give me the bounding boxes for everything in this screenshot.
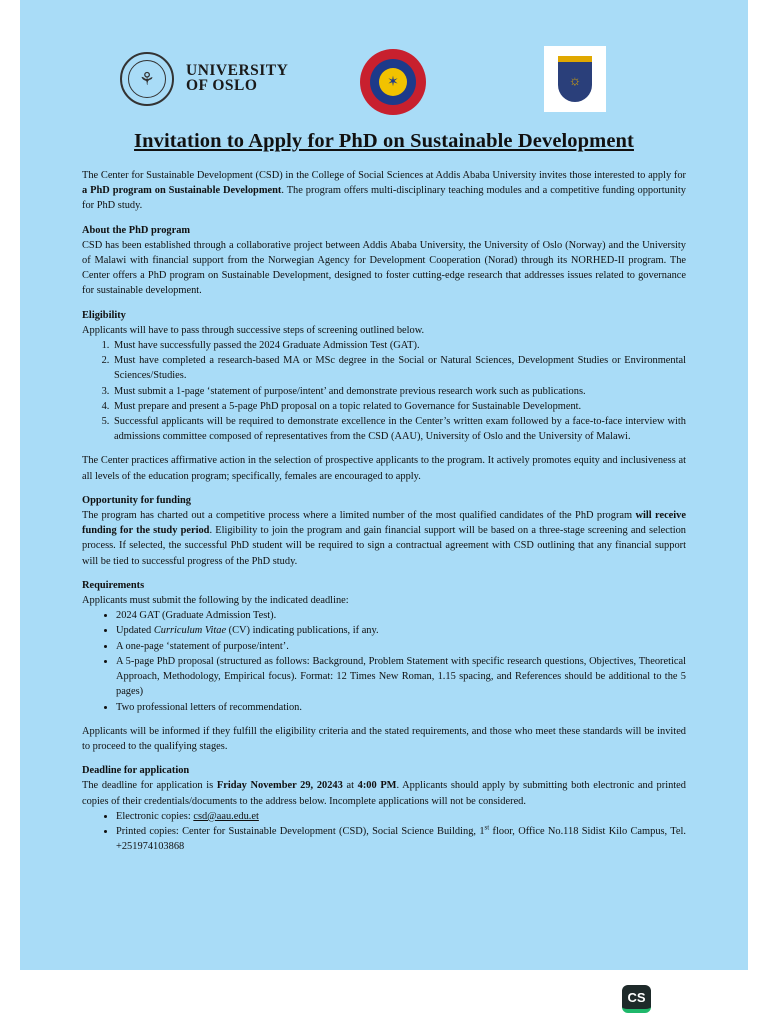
submission-list [82, 809, 686, 855]
qualification-note: Applicants will be informed if they fulfill the eligibility criteria and the stated requirements, and those who meet these standards will be invited to proceed to the qualifying stages. [82, 725, 686, 752]
list-item: 5. Successful applicants will be required to demonstrate excellence in the Center’s written exam followed by a face-to-face interview with admissions committee composed of representatives from the CSD (AAU), University of Oslo and the University of Malawi. [112, 414, 686, 444]
requirements-section [82, 578, 686, 715]
list-item: • A 5-page PhD proposal (structured as follows: Background, Problem Statement with specific research questions, Objectives, Theoretical Approach, Methodology, Empirical focus). Format: 12 Times New Roman, 1.15 spacing, and References should be additional to the 5 pages) [116, 654, 686, 700]
logo-bar [20, 46, 748, 116]
eligibility-list [82, 338, 686, 444]
camscanner-logo-icon: CS [622, 985, 651, 1013]
list-item: • A one-page ‘statement of purpose/intent’. [116, 639, 686, 654]
list-item: • Electronic copies: csd@aau.edu.et [116, 809, 686, 824]
requirements-list [82, 608, 686, 714]
funding-section [82, 493, 686, 569]
university-of-malawi-crest-icon [544, 46, 606, 112]
about-section [82, 223, 686, 299]
requirements-heading: Requirements [82, 579, 145, 591]
funding-heading: Opportunity for funding [82, 494, 191, 506]
list-item: 2. Must have completed a research-based MA or MSc degree in the Social or Natural Sciences, Development Studies or Environmental Sciences/Studies. [112, 353, 686, 383]
deadline-text: The deadline for application is Friday November 29, 20243 at 4:00 PM. Applicants should apply by submitting both electronic and printed copies of their credentials/documents to the address below. Incomplete applications will not be considered. [82, 780, 686, 807]
requirements-intro: Applicants must submit the following by the indicated deadline: [82, 595, 349, 607]
email-link[interactable]: csd@aau.edu.et [193, 810, 259, 822]
funding-text: The program has charted out a competitive process where a limited number of the most qualified candidates of the PhD program will receive funding for the study period. Eligibility to join the program and gain financial support will be based on a three-stage screening and selection process. If selected, the successful PhD student will be required to sign a contractual agreement with CSD outlining that any financial support will be tied to successful progress of the PhD study. [82, 510, 686, 567]
document-page [20, 0, 748, 970]
eligibility-section [82, 308, 686, 445]
page-title: Invitation to Apply for PhD on Sustainable Development [134, 130, 634, 152]
aau-seal-emblem-icon: ✶ [379, 68, 407, 96]
malawi-shield-icon: ☼ [558, 56, 592, 102]
deadline-section [82, 763, 686, 854]
list-item: 4. Must prepare and present a 5-page PhD proposal on a topic related to Governance for Sustainable Development. [112, 399, 686, 414]
list-item: 3. Must submit a 1-page ‘statement of purpose/intent’ and demonstrate previous research work such as publications. [112, 384, 686, 399]
addis-ababa-university-seal-icon [360, 49, 426, 115]
list-item: 1. Must have successfully passed the 2024 Graduate Admission Test (GAT). [112, 338, 686, 353]
affirmative-action-paragraph: The Center practices affirmative action in the selection of prospective applicants to the program. It actively promotes equity and inclusiveness at all levels of the education program; specifically, females are encouraged to apply. [82, 455, 686, 482]
deadline-heading: Deadline for application [82, 765, 190, 777]
list-item: • Updated Curriculum Vitae (CV) indicating publications, if any. [116, 623, 686, 638]
university-of-oslo-seal-icon [120, 52, 174, 106]
list-item: • Printed copies: Center for Sustainable Development (CSD), Social Science Building, 1st floor, Office No.118 Sidist Kilo Campus, Tel. +251974103868 [116, 824, 686, 854]
list-item: • 2024 GAT (Graduate Admission Test). [116, 608, 686, 623]
about-text: CSD has been established through a collaborative project between Addis Ababa University, the University of Oslo (Norway) and the University of Malawi with financial support from the Norwegian Agency for Development Cooperation (Norad) through its NORHED-II program. The Center offers a PhD program on Sustainable Development, designed to foster cutting-edge research that addresses issues related to governance for sustainable development. [82, 239, 686, 297]
university-of-oslo-wordmark: UNIVERSITY OF OSLO [186, 62, 289, 94]
intro-paragraph: The Center for Sustainable Development (CSD) in the College of Social Sciences at Addis Ababa University invites those interested to apply for a PhD program on Sustainable Development. The program offers multi-disciplinary teaching modules and a competitive funding opportunity for PhD study. [82, 170, 686, 212]
eligibility-intro: Applicants will have to pass through successive steps of screening outlined below. [82, 324, 425, 336]
eligibility-heading: Eligibility [82, 309, 126, 321]
document-body [82, 128, 686, 854]
list-item: • Two professional letters of recommendation. [116, 700, 686, 715]
about-heading: About the PhD program [82, 224, 191, 236]
oslo-seal-figure-icon: ⚘ [128, 60, 166, 98]
